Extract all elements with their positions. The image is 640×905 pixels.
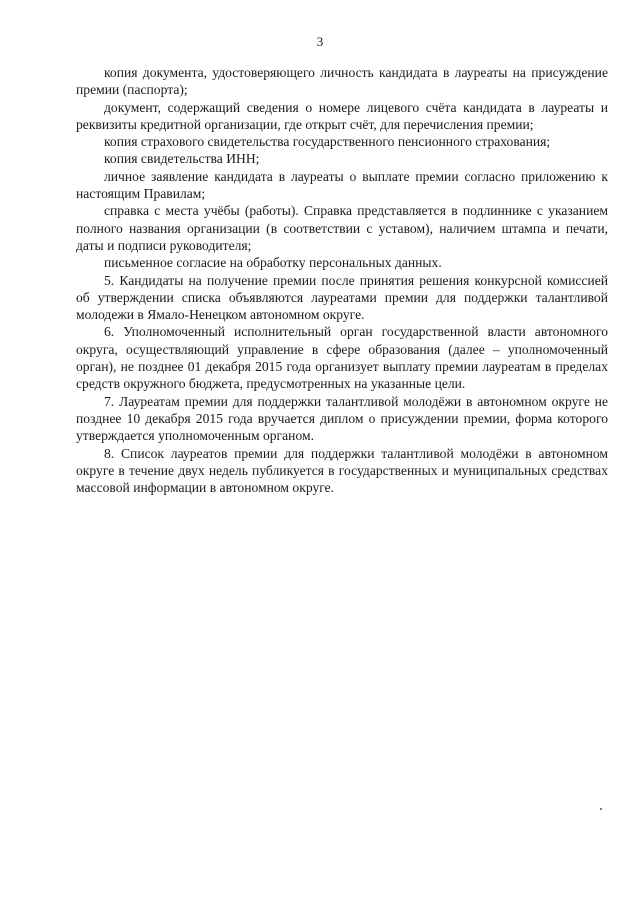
- paragraph-passport-copy: копия документа, удостоверяющего личность кандидата в лауреаты на присуждение премии (паспорта);: [76, 65, 608, 98]
- paragraph-account-details: документ, содержащий сведения о номере лицевого счёта кандидата в лауреаты и реквизиты кредитной организации, где открыт счёт, для перечисления премии;: [76, 99, 608, 132]
- document-body: [76, 64, 608, 496]
- paragraph-data-consent: письменное согласие на обработку персональных данных.: [104, 255, 442, 271]
- paragraph-clause-8: 8. Список лауреатов премии для поддержки талантливой молодёжи в автономном округе в течение двух недель публикуется в государственных и муниципальных средствах массовой информации в автономном округе.: [76, 445, 608, 496]
- paragraph-clause-5: 5. Кандидаты на получение премии после принятия решения конкурсной комиссией об утверждении списка объявляются лауреатами премии для поддержки талантливой молодежи в Ямало-Ненецком автономном округе.: [76, 272, 608, 323]
- page-number: 3: [316, 34, 324, 49]
- paragraph-inn-certificate: копия свидетельства ИНН;: [104, 151, 260, 167]
- paragraph-personal-application: личное заявление кандидата в лауреаты о выплате премии согласно приложению к настоящим Правилам;: [76, 168, 608, 202]
- paragraph-pension-certificate: копия страхового свидетельства государственного пенсионного страхования;: [104, 134, 551, 150]
- paragraph-clause-7: 7. Лауреатам премии для поддержки талантливой молодёжи в автономном округе не позднее 10 декабря 2015 года вручается диплом о присуждении премии, форма которого утверждается уполномоченным органом.: [76, 393, 608, 444]
- paragraph-study-certificate: справка с места учёбы (работы). Справка представляется в подлиннике с указанием полного названия организации (в соответствии с уставом), наличием штампа и печати, даты и подписи руководителя;: [76, 203, 608, 253]
- scan-artifact-dot: [600, 808, 602, 810]
- paragraph-clause-6: 6. Уполномоченный исполнительный орган государственной власти автономного округа, осуществляющий управление в сфере образования (далее – уполномоченный орган), не позднее 01 декабря 2015 года организует выплату премии лауреатам в пределах средств окружного бюджета, предусмотренных на указанные цели.: [76, 324, 608, 392]
